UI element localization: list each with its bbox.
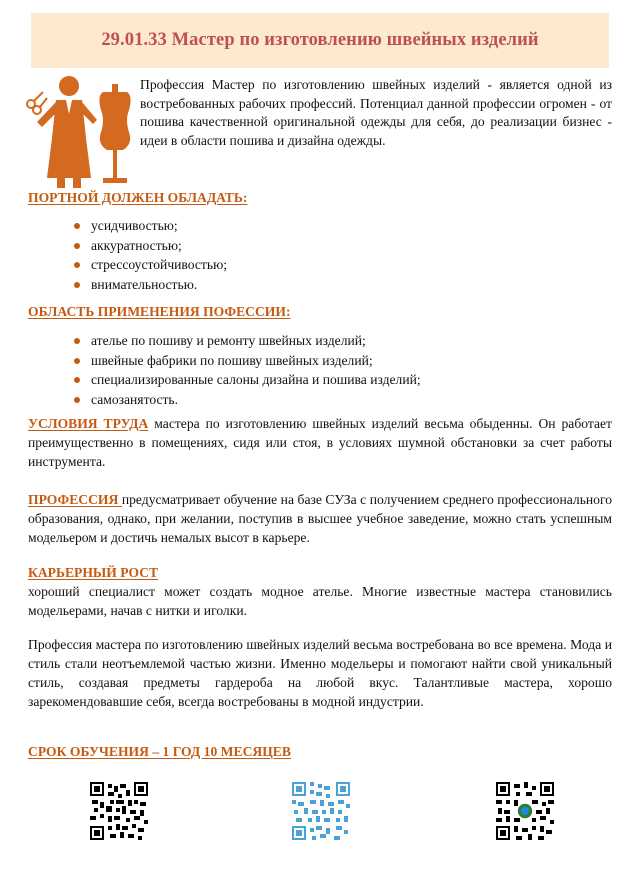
qr-code-icon[interactable] bbox=[292, 782, 350, 840]
tailor-head bbox=[59, 76, 79, 96]
conditions-paragraph bbox=[28, 414, 612, 471]
mannequin-torso bbox=[99, 92, 130, 150]
page-title: 29.01.33 Мастер по изготовлению швейных изделий bbox=[101, 30, 539, 50]
scope-heading: ОБЛАСТЬ ПРИМЕНЕНИЯ ПОФЕССИИ: bbox=[28, 304, 291, 319]
mannequin-neck bbox=[112, 84, 118, 93]
list-item: стрессоустойчивостью; bbox=[71, 255, 227, 275]
career-heading: КАРЬЕРНЫЙ РОСТ bbox=[28, 565, 159, 580]
career-text: хороший специалист может создать модное ателье. Многие известные мастера становились модельерами, начав с нитки и иголки. bbox=[28, 584, 612, 618]
profession-text: предусматривает обучение на базе СУЗа с получением среднего профессионального образования, однако, при желании, поступив в высшее учебное заведение, можно стать успешным модельером и достичь немалых высот в карьере. bbox=[28, 492, 612, 545]
tailor-leg-right bbox=[73, 176, 81, 188]
qr-code-icon[interactable] bbox=[496, 782, 554, 840]
tailor-leg-left bbox=[57, 176, 65, 188]
profession-paragraph bbox=[28, 490, 612, 547]
mannequin-base bbox=[103, 178, 127, 183]
conditions-heading: УСЛОВИЯ ТРУДА bbox=[28, 416, 149, 431]
intro-paragraph: Профессия Мастер по изготовлению швейных изделий - является одной из востребованных рабочих профессий. Потенциал данной профессии огромен - от пошива качественной оригинальной одежды для себя, до реализации бизнес - идеи в области пошива и дизайна одежды. bbox=[140, 77, 612, 148]
list-item: ателье по пошиву и ремонту швейных изделий; bbox=[71, 331, 421, 351]
duration-heading: СРОК ОБУЧЕНИЯ – 1 ГОД 10 МЕСЯЦЕВ bbox=[28, 744, 291, 759]
scope-list bbox=[71, 331, 421, 409]
scissors-icon bbox=[27, 92, 47, 114]
demand-paragraph: Профессия мастера по изготовлению швейных изделий весьма востребована во все времена. Мода и стиль стали неотъемлемой частью жизни. Именно модельеры и помогают найти свой уникальный стиль, создавая предметы гардероба на любой вкус. Талантливые мастера, хорошо зарекомендовавшие себя, всегда востребованы в модной индустрии. bbox=[28, 637, 612, 709]
qr-code-icon[interactable] bbox=[90, 782, 148, 840]
list-item: специализированные салоны дизайна и пошива изделий; bbox=[71, 370, 421, 390]
tailor-mannequin-icon bbox=[23, 66, 139, 190]
qualities-heading: ПОРТНОЙ ДОЛЖЕН ОБЛАДАТЬ: bbox=[28, 190, 248, 205]
list-item: внимательностью. bbox=[71, 275, 227, 295]
list-item: усидчивостью; bbox=[71, 216, 227, 236]
title-banner bbox=[31, 13, 609, 68]
list-item: швейные фабрики по пошиву швейных изделий; bbox=[71, 351, 421, 371]
career-paragraph bbox=[28, 563, 612, 620]
list-item: самозанятость. bbox=[71, 390, 421, 410]
qualities-list bbox=[71, 216, 227, 294]
conditions-text: мастера по изготовлению швейных изделий весьма обыденны. Он работает преимущественно в помещениях, сидя или стоя, в условиях шумной обстановки за счет работы инструмента. bbox=[28, 416, 612, 469]
list-item: аккуратностью; bbox=[71, 236, 227, 256]
mannequin-pole bbox=[113, 150, 117, 180]
profession-heading: ПРОФЕССИЯ bbox=[28, 492, 122, 507]
